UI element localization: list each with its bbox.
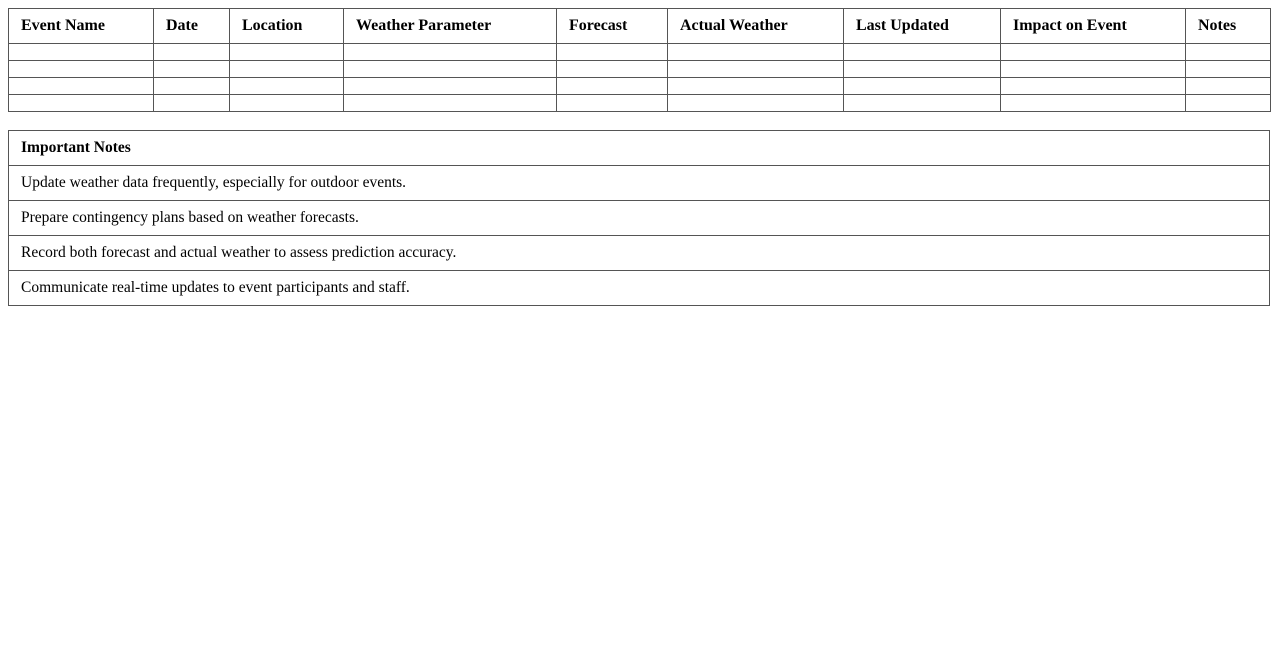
table-cell <box>9 61 154 78</box>
table-cell <box>668 95 844 112</box>
table-cell <box>668 78 844 95</box>
column-header-actual-weather: Actual Weather <box>668 9 844 44</box>
table-cell <box>9 95 154 112</box>
table-cell <box>1186 61 1271 78</box>
column-header-location: Location <box>230 9 344 44</box>
table-cell <box>1186 78 1271 95</box>
note-text: Communicate real-time updates to event participants and staff. <box>9 271 1270 306</box>
column-header-impact-on-event: Impact on Event <box>1001 9 1186 44</box>
table-row <box>9 44 1271 61</box>
list-item <box>9 201 1270 236</box>
table-row <box>9 78 1271 95</box>
table-cell <box>154 95 230 112</box>
table-cell <box>557 95 668 112</box>
table-cell <box>230 95 344 112</box>
list-item <box>9 236 1270 271</box>
column-header-notes: Notes <box>1186 9 1271 44</box>
table-cell <box>154 44 230 61</box>
table-cell <box>668 61 844 78</box>
table-cell <box>844 78 1001 95</box>
table-cell <box>230 61 344 78</box>
weather-tracking-table <box>8 8 1271 112</box>
table-cell <box>1001 61 1186 78</box>
table-cell <box>1001 78 1186 95</box>
column-header-forecast: Forecast <box>557 9 668 44</box>
column-header-date: Date <box>154 9 230 44</box>
important-notes-table <box>8 130 1270 306</box>
table-cell <box>557 44 668 61</box>
table-cell <box>844 61 1001 78</box>
table-cell <box>154 78 230 95</box>
table-cell <box>557 61 668 78</box>
table-cell <box>230 78 344 95</box>
column-header-event-name: Event Name <box>9 9 154 44</box>
table-cell <box>668 44 844 61</box>
table-cell <box>9 78 154 95</box>
notes-title: Important Notes <box>9 131 1270 166</box>
table-cell <box>344 78 557 95</box>
table-cell <box>557 78 668 95</box>
column-header-last-updated: Last Updated <box>844 9 1001 44</box>
table-cell <box>1001 44 1186 61</box>
table-cell <box>344 44 557 61</box>
table-cell <box>844 95 1001 112</box>
column-header-weather-parameter: Weather Parameter <box>344 9 557 44</box>
table-cell <box>1186 44 1271 61</box>
table-cell <box>1001 95 1186 112</box>
notes-header-row <box>9 131 1270 166</box>
table-cell <box>9 44 154 61</box>
note-text: Update weather data frequently, especially for outdoor events. <box>9 166 1270 201</box>
table-cell <box>230 44 344 61</box>
note-text: Prepare contingency plans based on weather forecasts. <box>9 201 1270 236</box>
note-text: Record both forecast and actual weather to assess prediction accuracy. <box>9 236 1270 271</box>
table-row <box>9 61 1271 78</box>
list-item <box>9 166 1270 201</box>
table-row <box>9 95 1271 112</box>
table-cell <box>344 95 557 112</box>
table-header-row <box>9 9 1271 44</box>
table-cell <box>844 44 1001 61</box>
list-item <box>9 271 1270 306</box>
table-cell <box>344 61 557 78</box>
table-cell <box>154 61 230 78</box>
table-cell <box>1186 95 1271 112</box>
